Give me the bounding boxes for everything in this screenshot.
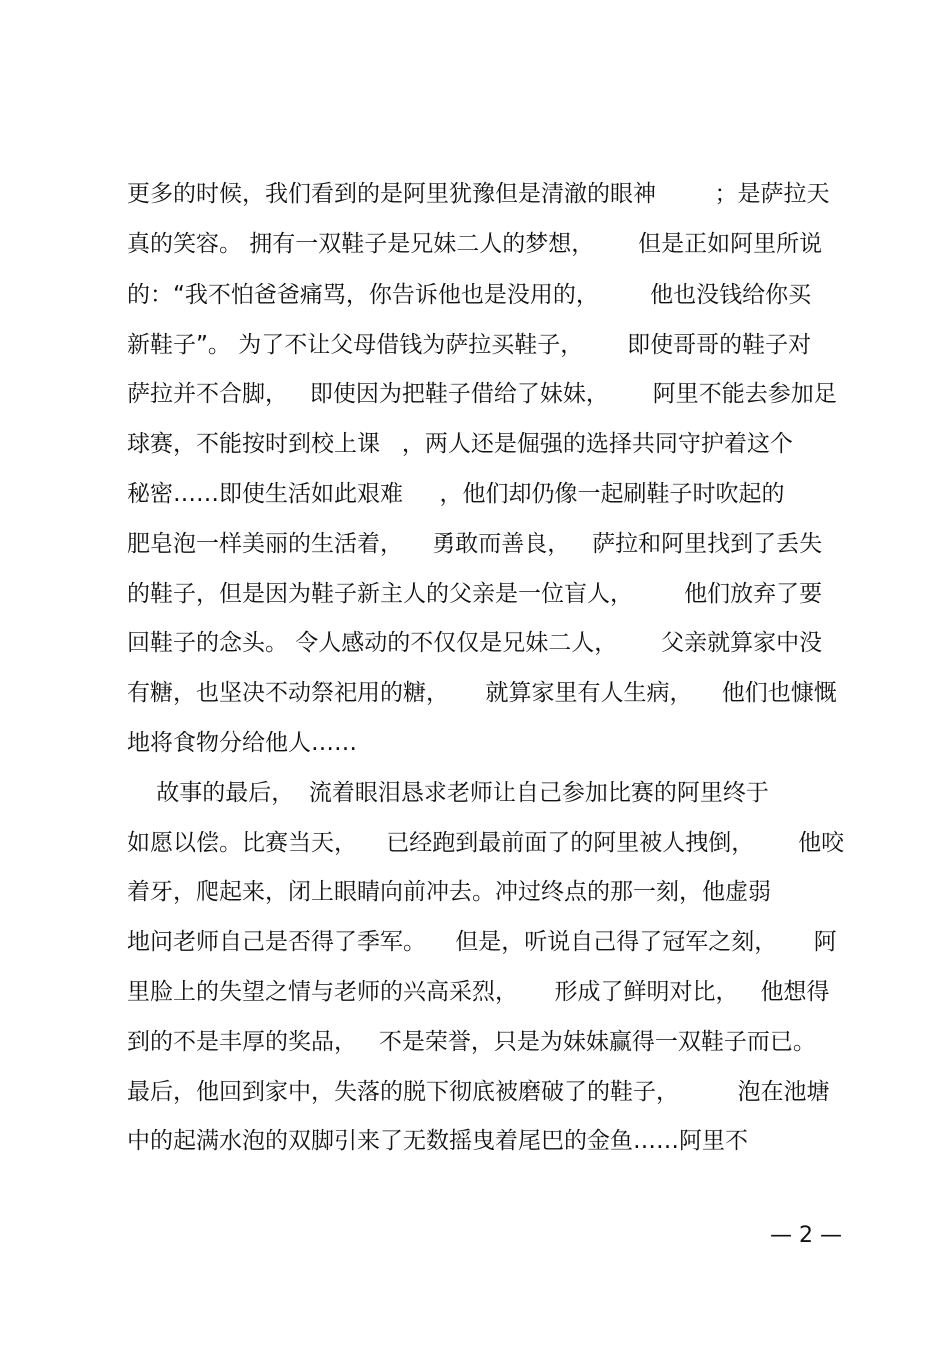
page-number: — 2 —: [770, 1223, 842, 1248]
text-line: 中的起满水泡的双脚引来了无数摇曳着尾巴的金鱼……阿里不: [127, 1128, 748, 1154]
text-line: 更多的时候，我们看到的是阿里犹豫但是清澈的眼神 ；是萨拉天: [127, 181, 830, 207]
text-line: 到的不是丰厚的奖品， 不是荣誉，只是为妹妹赢得一双鞋子而已。: [127, 1029, 816, 1055]
text-line: 有糖，也坚决不动祭祀用的糖， 就算家里有人生病， 他们也慷慨: [127, 680, 837, 706]
text-line: 的：“我不怕爸爸痛骂，你告诉他也是没用的， 他也没钱给你买: [127, 282, 812, 308]
text-line: 如愿以偿。比赛当天， 已经跑到最前面了的阿里被人拽倒， 他咬: [127, 830, 845, 856]
text-line: 回鞋子的念头。 令人感动的不仅仅是兄妹二人， 父亲就算家中没: [127, 630, 823, 656]
text-line: 真的笑容。 拥有一双鞋子是兄妹二人的梦想， 但是正如阿里所说: [127, 231, 823, 257]
text-line: 地将食物分给他人……: [127, 730, 357, 756]
text-line: 球赛，不能按时到校上课 ，两人还是倔强的选择共同守护着这个: [127, 431, 793, 457]
text-line: 萨拉并不合脚， 即使因为把鞋子借给了妹妹， 阿里不能去参加足: [127, 381, 837, 407]
text-line: 里脸上的失望之情与老师的兴高采烈， 形成了鲜明对比， 他想得: [127, 979, 830, 1005]
text-line: 的鞋子，但是因为鞋子新主人的父亲是一位盲人， 他们放弃了要: [127, 581, 823, 607]
text-line: 肥皂泡一样美丽的生活着， 勇敢而善良， 萨拉和阿里找到了丢失: [127, 531, 823, 557]
text-line: 地问老师自己是否得了季军。 但是，听说自己得了冠军之刻， 阿: [127, 929, 837, 955]
paragraph-first-line: 故事的最后， 流着眼泪恳求老师让自己参加比赛的阿里终于: [127, 780, 769, 806]
text-line: 秘密……即使生活如此艰难 ，他们却仍像一起刷鞋子时吹起的: [127, 481, 785, 507]
text-line: 新鞋子”。 为了不让父母借钱为萨拉买鞋子， 即使哥哥的鞋子对: [127, 332, 812, 358]
text-line: 最后，他回到家中，失落的脱下彻底被磨破了的鞋子， 泡在池塘: [127, 1079, 830, 1105]
text-line: 着牙，爬起来，闭上眼睛向前冲去。冲过终点的那一刻，他虚弱: [127, 879, 771, 905]
